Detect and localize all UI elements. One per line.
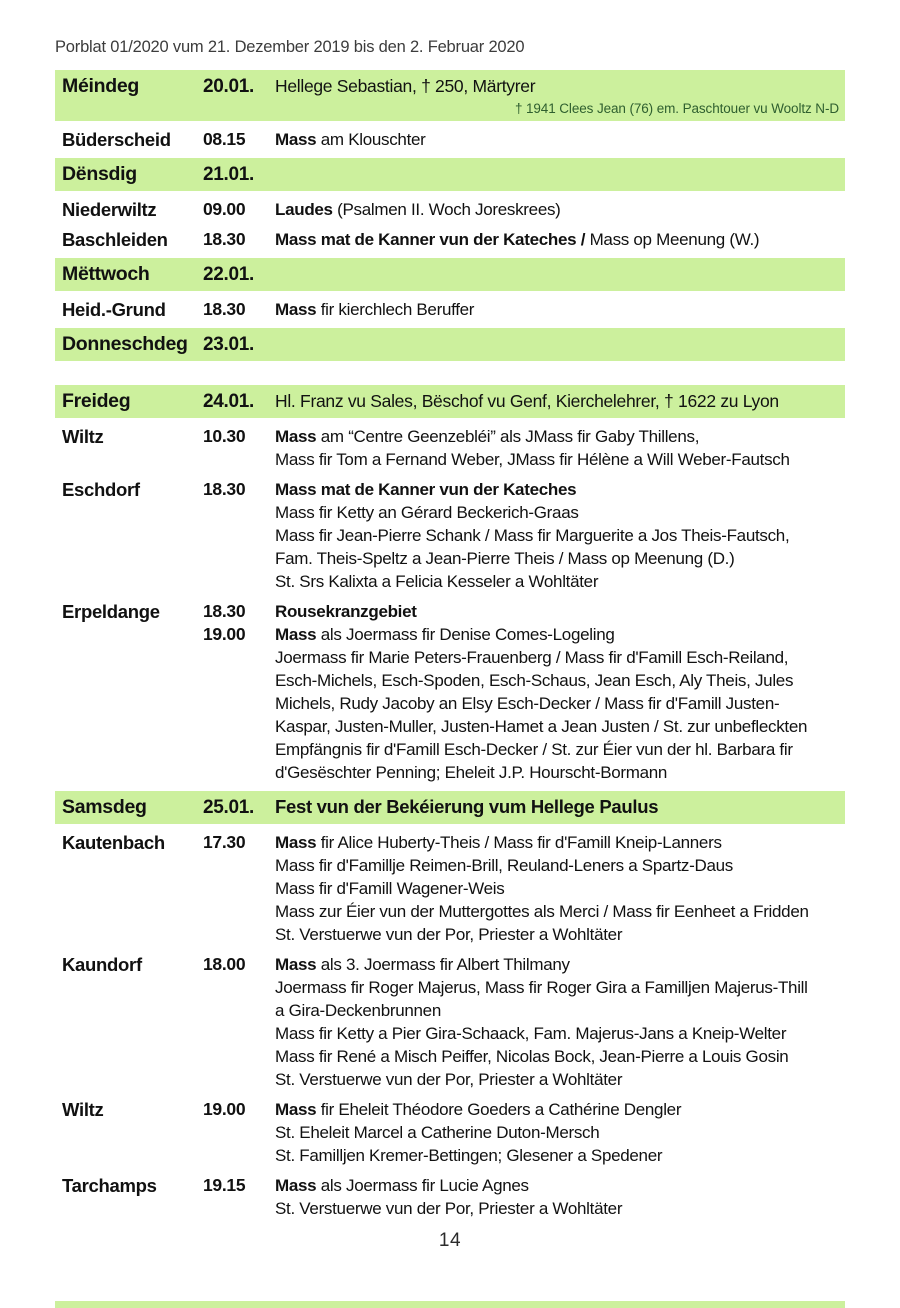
time-block	[203, 198, 845, 221]
time-block	[203, 228, 845, 251]
mass-line-bold-segment: Mass	[275, 955, 317, 974]
footer-bar	[55, 1301, 845, 1308]
mass-line-bold-segment: Laudes	[275, 200, 333, 219]
entry-blocks	[203, 1098, 845, 1167]
mass-lines	[275, 623, 845, 784]
day-row	[55, 158, 845, 191]
day-row-main	[62, 794, 841, 821]
mass-line-segment: St. Eheleit Marcel a Catherine Duton-Mersch	[275, 1123, 600, 1142]
time-label: 18.30	[203, 601, 246, 621]
mass-line-segment: St. Verstuerwe vun der Por, Priester a Wohltäter	[275, 1070, 623, 1089]
time-block	[203, 298, 845, 321]
location-label: Eschdorf	[62, 479, 140, 500]
day-row	[55, 385, 845, 418]
entry-blocks	[203, 600, 845, 784]
entry-blocks	[203, 478, 845, 593]
mass-line-segment: Kaspar, Justen-Muller, Justen-Hamet a Jean Justen / St. zur unbefleckten	[275, 717, 808, 736]
mass-lines	[275, 1174, 845, 1220]
mass-line-bold-segment: Mass mat de Kanner vun der Kateches /	[275, 230, 590, 249]
mass-line	[275, 128, 845, 151]
mass-lines	[275, 425, 845, 471]
time-block	[203, 831, 845, 946]
day-date: 22.01.	[203, 264, 255, 285]
time-label: 18.30	[203, 229, 246, 249]
mass-line	[275, 877, 845, 900]
location-label: Erpeldange	[62, 601, 160, 622]
mass-line	[275, 854, 845, 877]
day-row	[55, 258, 845, 291]
mass-line	[275, 1045, 845, 1068]
time-label: 19.00	[203, 1099, 246, 1119]
mass-line	[275, 600, 845, 623]
time-block	[203, 953, 845, 1091]
mass-line-segment: Esch-Michels, Esch-Spoden, Esch-Schaus, Jean Esch, Aly Theis, Jules	[275, 671, 794, 690]
memorial-note: † 1941 Clees Jean (76) em. Paschtouer vu Wooltz N-D	[514, 101, 839, 116]
time-label: 19.00	[203, 624, 246, 644]
mass-line	[275, 953, 845, 976]
schedule	[55, 70, 845, 1220]
mass-line	[275, 900, 845, 923]
entry-blocks	[203, 298, 845, 321]
entry-row	[55, 953, 845, 1091]
mass-line-bold-segment: Mass	[275, 625, 317, 644]
mass-lines	[275, 831, 845, 946]
day-row-main	[62, 331, 841, 358]
location-label: Tarchamps	[62, 1175, 157, 1196]
mass-line	[275, 715, 845, 738]
mass-lines	[275, 600, 845, 623]
location-label: Wiltz	[62, 1099, 104, 1120]
mass-line-segment: fir Eheleit Théodore Goeders a Cathérine Dengler	[316, 1100, 682, 1119]
time-label: 18.30	[203, 479, 246, 499]
mass-line-segment: Fam. Theis-Speltz a Jean-Pierre Theis / Mass op Meenung (D.)	[275, 549, 735, 568]
mass-line-segment: St. Verstuerwe vun der Por, Priester a Wohltäter	[275, 925, 623, 944]
row-spacer	[55, 368, 845, 385]
location-label: Kaundorf	[62, 954, 142, 975]
mass-line	[275, 298, 845, 321]
entry-row	[55, 128, 845, 151]
entry-row	[55, 1098, 845, 1167]
mass-line-segment: Mass fir Ketty a Pier Gira-Schaack, Fam. Majerus-Jans a Kneip-Welter	[275, 1024, 787, 1043]
mass-line-segment: St. Srs Kalixta a Felicia Kesseler a Wohltäter	[275, 572, 599, 591]
mass-line-segment: als 3. Joermass fir Albert Thilmany	[316, 955, 570, 974]
time-block	[203, 1174, 845, 1220]
mass-line-bold-segment: Mass mat de Kanner vun der Kateches	[275, 480, 577, 499]
entry-row	[55, 1174, 845, 1220]
mass-line	[275, 923, 845, 946]
mass-line-segment: Mass fir Jean-Pierre Schank / Mass fir Marguerite a Jos Theis-Fautsch,	[275, 526, 790, 545]
location-label: Baschleiden	[62, 229, 168, 250]
day-name: Samsdeg	[62, 796, 147, 818]
day-name: Freideg	[62, 390, 131, 412]
mass-line-bold-segment: Mass	[275, 1176, 317, 1195]
mass-lines	[275, 228, 845, 251]
day-row	[55, 328, 845, 361]
mass-line	[275, 999, 845, 1022]
mass-line	[275, 547, 845, 570]
mass-line	[275, 1144, 845, 1167]
mass-line-segment: Michels, Rudy Jacoby an Elsy Esch-Decker / Mass fir d'Famill Justen-	[275, 694, 780, 713]
mass-line	[275, 198, 845, 221]
entry-blocks	[203, 228, 845, 251]
mass-line	[275, 646, 845, 669]
mass-line	[275, 976, 845, 999]
document-header: Porblat 01/2020 vum 21. Dezember 2019 bis den 2. Februar 2020	[55, 38, 525, 56]
day-name: Donneschdeg	[62, 333, 188, 355]
time-block	[203, 128, 845, 151]
entry-row	[55, 425, 845, 471]
mass-line-segment: fir kierchlech Beruffer	[316, 300, 475, 319]
entry-blocks	[203, 1174, 845, 1220]
day-name: Mëttwoch	[62, 263, 150, 285]
day-date: 21.01.	[203, 164, 255, 185]
time-label: 19.15	[203, 1175, 246, 1195]
time-block	[203, 1098, 845, 1167]
entry-row	[55, 228, 845, 251]
mass-line-segment: Empfängnis fir d'Famill Esch-Decker / St. zur Éier vun der hl. Barbara fir	[275, 740, 793, 759]
mass-line-segment: Mass zur Éier vun der Muttergottes als Merci / Mass fir Eenheet a Fridden	[275, 902, 809, 921]
mass-line	[275, 1022, 845, 1045]
day-row	[55, 791, 845, 824]
day-title: Hellege Sebastian, † 250, Märtyrer	[275, 76, 536, 96]
day-name: Méindeg	[62, 75, 139, 97]
entry-row	[55, 478, 845, 593]
mass-line-segment: (Psalmen II. Woch Joreskrees)	[332, 200, 561, 219]
day-title: Fest vun der Bekéierung vum Hellege Paulus	[275, 796, 659, 817]
time-block	[203, 425, 845, 471]
mass-line	[275, 1121, 845, 1144]
entry-row	[55, 600, 845, 784]
time-label: 09.00	[203, 199, 246, 219]
mass-line	[275, 524, 845, 547]
mass-line	[275, 738, 845, 761]
mass-line-segment: am Klouschter	[316, 130, 426, 149]
day-date: 20.01.	[203, 76, 255, 97]
mass-line-segment: als Joermass fir Denise Comes-Logeling	[316, 625, 615, 644]
mass-line-bold-segment: Mass	[275, 1100, 317, 1119]
mass-line-segment: Joermass fir Marie Peters-Frauenberg / Mass fir d'Famill Esch-Reiland,	[275, 648, 789, 667]
entry-row	[55, 298, 845, 321]
time-block	[203, 600, 845, 623]
mass-line-bold-segment: Mass	[275, 130, 317, 149]
mass-line-segment: a Gira-Deckenbrunnen	[275, 1001, 441, 1020]
entry-row	[55, 831, 845, 946]
mass-line-segment: St. Familljen Kremer-Bettingen; Glesener a Spedener	[275, 1146, 663, 1165]
time-label: 18.30	[203, 299, 246, 319]
mass-line-segment: d'Gesëschter Penning; Eheleit J.P. Hourscht-Bormann	[275, 763, 668, 782]
location-label: Büderscheid	[62, 129, 171, 150]
mass-line	[275, 425, 845, 448]
location-label: Kautenbach	[62, 832, 165, 853]
mass-line-segment: am “Centre Geenzebléi” als JMass fir Gaby Thillens,	[316, 427, 700, 446]
location-label: Heid.-Grund	[62, 299, 166, 320]
mass-line	[275, 831, 845, 854]
mass-line-segment: Mass op Meenung (W.)	[589, 230, 760, 249]
mass-lines	[275, 1098, 845, 1167]
entry-blocks	[203, 425, 845, 471]
mass-lines	[275, 128, 845, 151]
day-date: 23.01.	[203, 334, 255, 355]
mass-line-bold-segment: Mass	[275, 833, 317, 852]
mass-lines	[275, 198, 845, 221]
time-label: 08.15	[203, 129, 246, 149]
mass-line	[275, 1197, 845, 1220]
page-number: 14	[438, 1230, 462, 1251]
mass-line-segment: als Joermass fir Lucie Agnes	[316, 1176, 529, 1195]
mass-line	[275, 448, 845, 471]
time-label: 18.00	[203, 954, 246, 974]
mass-lines	[275, 953, 845, 1091]
mass-line-segment: St. Verstuerwe vun der Por, Priester a Wohltäter	[275, 1199, 623, 1218]
day-date: 24.01.	[203, 391, 255, 412]
day-row-main	[62, 73, 841, 100]
time-label: 10.30	[203, 426, 246, 446]
time-label: 17.30	[203, 832, 246, 852]
entry-blocks	[203, 953, 845, 1091]
mass-line	[275, 1174, 845, 1197]
entry-blocks	[203, 128, 845, 151]
mass-line	[275, 692, 845, 715]
time-block	[203, 623, 845, 784]
mass-line-segment: Mass fir Ketty an Gérard Beckerich-Graas	[275, 503, 579, 522]
location-label: Niederwiltz	[62, 199, 157, 220]
entry-row	[55, 198, 845, 221]
mass-line-segment: Joermass fir Roger Majerus, Mass fir Roger Gira a Familljen Majerus-Thill	[275, 978, 808, 997]
mass-line-bold-segment: Mass	[275, 300, 317, 319]
mass-line-segment: fir Alice Huberty-Theis / Mass fir d'Famill Kneip-Lanners	[316, 833, 722, 852]
day-title: Hl. Franz vu Sales, Bëschof vu Genf, Kierchelehrer, † 1622 zu Lyon	[275, 391, 779, 411]
mass-line-bold-segment: Mass	[275, 427, 317, 446]
mass-lines	[275, 478, 845, 593]
mass-line-segment: Mass fir René a Misch Peiffer, Nicolas Bock, Jean-Pierre a Louis Gosin	[275, 1047, 789, 1066]
mass-line	[275, 1098, 845, 1121]
day-row	[55, 70, 845, 121]
mass-line	[275, 570, 845, 593]
day-date: 25.01.	[203, 797, 255, 818]
entry-blocks	[203, 831, 845, 946]
mass-line-segment: Mass fir d'Famill Wagener-Weis	[275, 879, 505, 898]
mass-line-segment: Mass fir Tom a Fernand Weber, JMass fir Hélène a Will Weber-Fautsch	[275, 450, 790, 469]
mass-line	[275, 501, 845, 524]
mass-line	[275, 1068, 845, 1091]
mass-line	[275, 478, 845, 501]
day-row-main	[62, 261, 841, 288]
mass-line-bold-segment: Rousekranzgebiet	[275, 602, 417, 621]
location-label: Wiltz	[62, 426, 104, 447]
mass-line	[275, 669, 845, 692]
mass-lines	[275, 298, 845, 321]
day-row-main	[62, 388, 841, 415]
mass-line	[275, 228, 845, 251]
entry-blocks	[203, 198, 845, 221]
time-block	[203, 478, 845, 593]
mass-line	[275, 761, 845, 784]
day-row-main	[62, 161, 841, 188]
mass-line-segment: Mass fir d'Famillje Reimen-Brill, Reuland-Leners a Spartz-Daus	[275, 856, 733, 875]
mass-line	[275, 623, 845, 646]
day-name: Dënsdig	[62, 163, 137, 185]
